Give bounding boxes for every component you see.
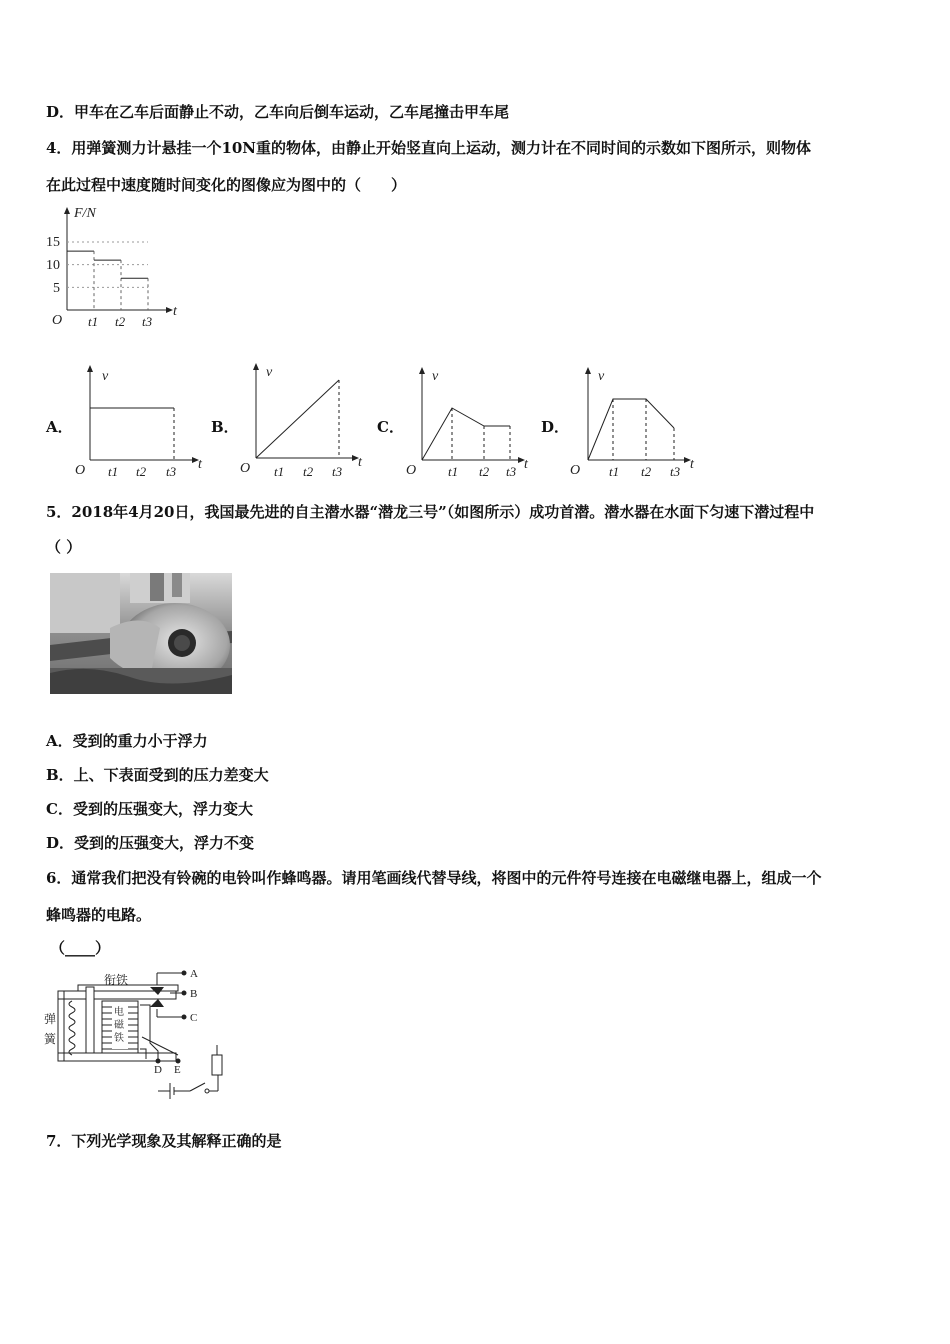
option-d-graph[interactable] — [566, 362, 706, 482]
force-x-label: t — [173, 304, 177, 319]
option-a-t3: t3 — [166, 464, 177, 479]
option-c-v: v — [432, 369, 439, 384]
option-a-t2: t2 — [136, 464, 147, 479]
spring-label-2: 簧 — [44, 1032, 57, 1046]
option-c-graph[interactable] — [404, 362, 539, 482]
option-a-label[interactable]: A． — [46, 418, 73, 436]
option-d-t3: t3 — [670, 464, 681, 479]
force-tick-5: 5 — [53, 281, 60, 296]
q5-option-c[interactable]: C．受到的压强变大，浮力变大 — [46, 800, 253, 818]
submersible-photo — [50, 573, 232, 694]
force-y-label: F/N — [74, 206, 96, 221]
option-a-graph[interactable] — [70, 360, 215, 480]
option-b-t3: t3 — [332, 464, 343, 479]
q5-option-d[interactable]: D．受到的压强变大，浮力不变 — [46, 834, 255, 852]
force-plot — [67, 242, 148, 310]
force-t3: t3 — [142, 314, 153, 329]
q6-stem-line1: 6．通常我们把没有铃碗的电铃叫作蜂鸣器。请用笔画线代替导线，将图中的元件符号连接在电磁继电器上，组成一个 — [46, 869, 822, 887]
option-b-t1: t1 — [274, 464, 285, 479]
option-d-t: t — [690, 457, 694, 472]
terminal-d: D — [154, 1064, 162, 1076]
q5-option-a[interactable]: A．受到的重力小于浮力 — [46, 732, 208, 750]
option-a-o: O — [75, 463, 86, 478]
spring-label-1: 弹 — [44, 1012, 57, 1026]
terminal-e: E — [174, 1064, 181, 1076]
terminal-a: A — [190, 968, 198, 980]
option-b-t: t — [358, 455, 362, 470]
option-c-t: t — [524, 457, 528, 472]
q5-stem-line1: 5．2018年4月20日，我国最先进的自主潜水器“潜龙三号”（如图所示）成功首潜。潜水器在水面下匀速下潜过程中 — [46, 503, 815, 521]
force-t1: t1 — [88, 314, 99, 329]
force-t2: t2 — [115, 314, 126, 329]
force-tick-10: 10 — [46, 258, 60, 273]
q6-answer-blank[interactable]: （____） — [50, 939, 111, 957]
relay-diagram — [40, 965, 250, 1110]
q6-stem-line2: 蜂鸣器的电路。 — [46, 906, 152, 924]
armature-label: 衔铁 — [104, 973, 129, 987]
option-c-t1: t1 — [448, 464, 459, 479]
option-d-t1: t1 — [609, 464, 620, 479]
q4-stem-line1: 4．用弹簧测力计悬挂一个10N重的物体，由静止开始竖直向上运动，测力计在不同时间的示数如下图所示，则物体 — [46, 139, 812, 157]
force-tick-15: 15 — [46, 235, 60, 250]
option-c-label[interactable]: C． — [377, 418, 404, 436]
option-c-t2: t2 — [479, 464, 490, 479]
q5-stem-line2: （ ） — [46, 538, 82, 556]
option-c-o: O — [406, 463, 417, 478]
q5-option-b[interactable]: B．上、下表面受到的压力差变大 — [46, 766, 269, 784]
terminal-b: B — [190, 988, 198, 1000]
option-a-t1: t1 — [108, 464, 119, 479]
q4-stem-line2: 在此过程中速度随时间变化的图像应为图中的（ ） — [46, 176, 407, 194]
option-d-label[interactable]: D． — [541, 418, 570, 436]
electromagnet-label-3: 铁 — [114, 1033, 124, 1044]
electromagnet-label-1: 电 — [114, 1007, 124, 1018]
option-c-t3: t3 — [506, 464, 517, 479]
option-b-t2: t2 — [303, 464, 314, 479]
option-b-o: O — [240, 461, 251, 476]
q3-option-d: D．甲车在乙车后面静止不动，乙车向后倒车运动，乙车尾撞击甲车尾 — [46, 103, 510, 121]
force-origin: O — [52, 313, 63, 328]
option-b-label[interactable]: B． — [211, 418, 239, 436]
option-d-v: v — [598, 369, 605, 384]
force-time-graph — [40, 200, 190, 335]
option-b-graph[interactable] — [236, 360, 376, 480]
option-b-v: v — [266, 365, 273, 380]
q7-stem: 7．下列光学现象及其解释正确的是 — [46, 1132, 282, 1150]
terminal-c: C — [190, 1012, 198, 1024]
option-a-t: t — [198, 457, 202, 472]
option-a-v: v — [102, 369, 109, 384]
option-d-o: O — [570, 463, 581, 478]
electromagnet-label-2: 磁 — [114, 1020, 124, 1031]
option-d-t2: t2 — [641, 464, 652, 479]
